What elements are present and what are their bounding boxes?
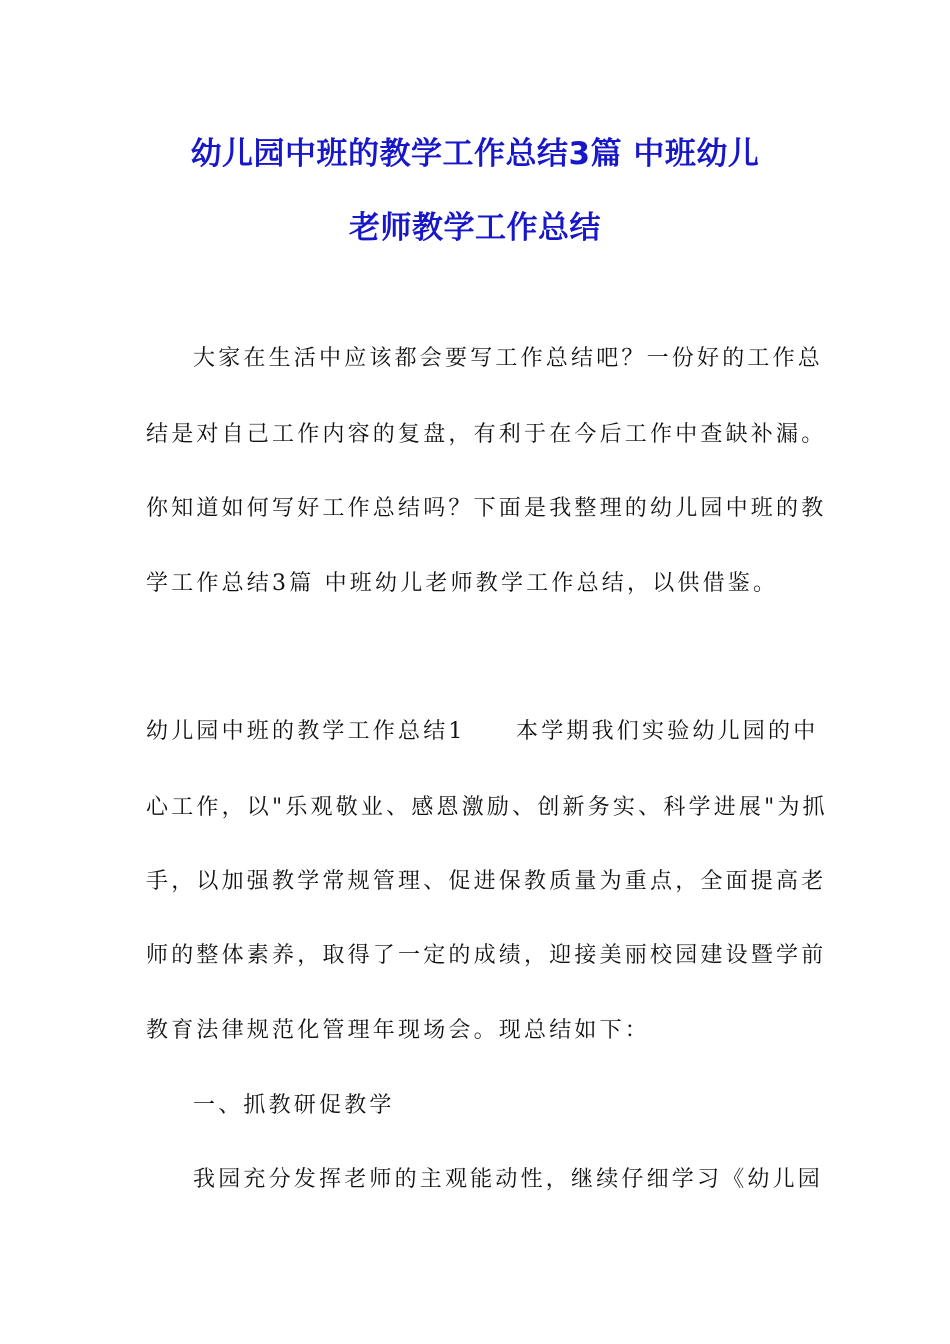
section1-line-2: 心工作，以"乐观敬业、感恩激励、创新务实、科学进展"为抓 (146, 795, 828, 820)
intro-line-1: 大家在生活中应该都会要写工作总结吧？一份好的工作总 (193, 346, 824, 371)
intro-line-3: 你知道如何写好工作总结吗？下面是我整理的幼儿园中班的教 (146, 496, 827, 521)
intro-line-4: 学工作总结3篇 中班幼儿老师教学工作总结，以供借鉴。 (146, 571, 779, 596)
section-heading-1: 一、抓教研促教学 (193, 1093, 395, 1118)
section1-line-4: 师的整体素养，取得了一定的成绩，迎接美丽校园建设暨学前 (146, 943, 827, 968)
document-title-line-2: 老师教学工作总结 (349, 210, 601, 246)
section1-line-5: 教育法律规范化管理年现场会。现总结如下： (146, 1018, 651, 1043)
document-title-line-1: 幼儿园中班的教学工作总结3篇 中班幼儿 (190, 136, 760, 172)
section1-line-3: 手，以加强教学常规管理、促进保教质量为重点，全面提高老 (146, 869, 827, 894)
intro-line-2: 结是对自己工作内容的复盘，有利于在今后工作中查缺补漏。 (146, 422, 827, 447)
paragraph-last-line: 我园充分发挥老师的主观能动性，继续仔细学习《幼儿园 (193, 1167, 824, 1192)
section1-line-1: 幼儿园中班的教学工作总结1 本学期我们实验幼儿园的中 (146, 719, 819, 744)
